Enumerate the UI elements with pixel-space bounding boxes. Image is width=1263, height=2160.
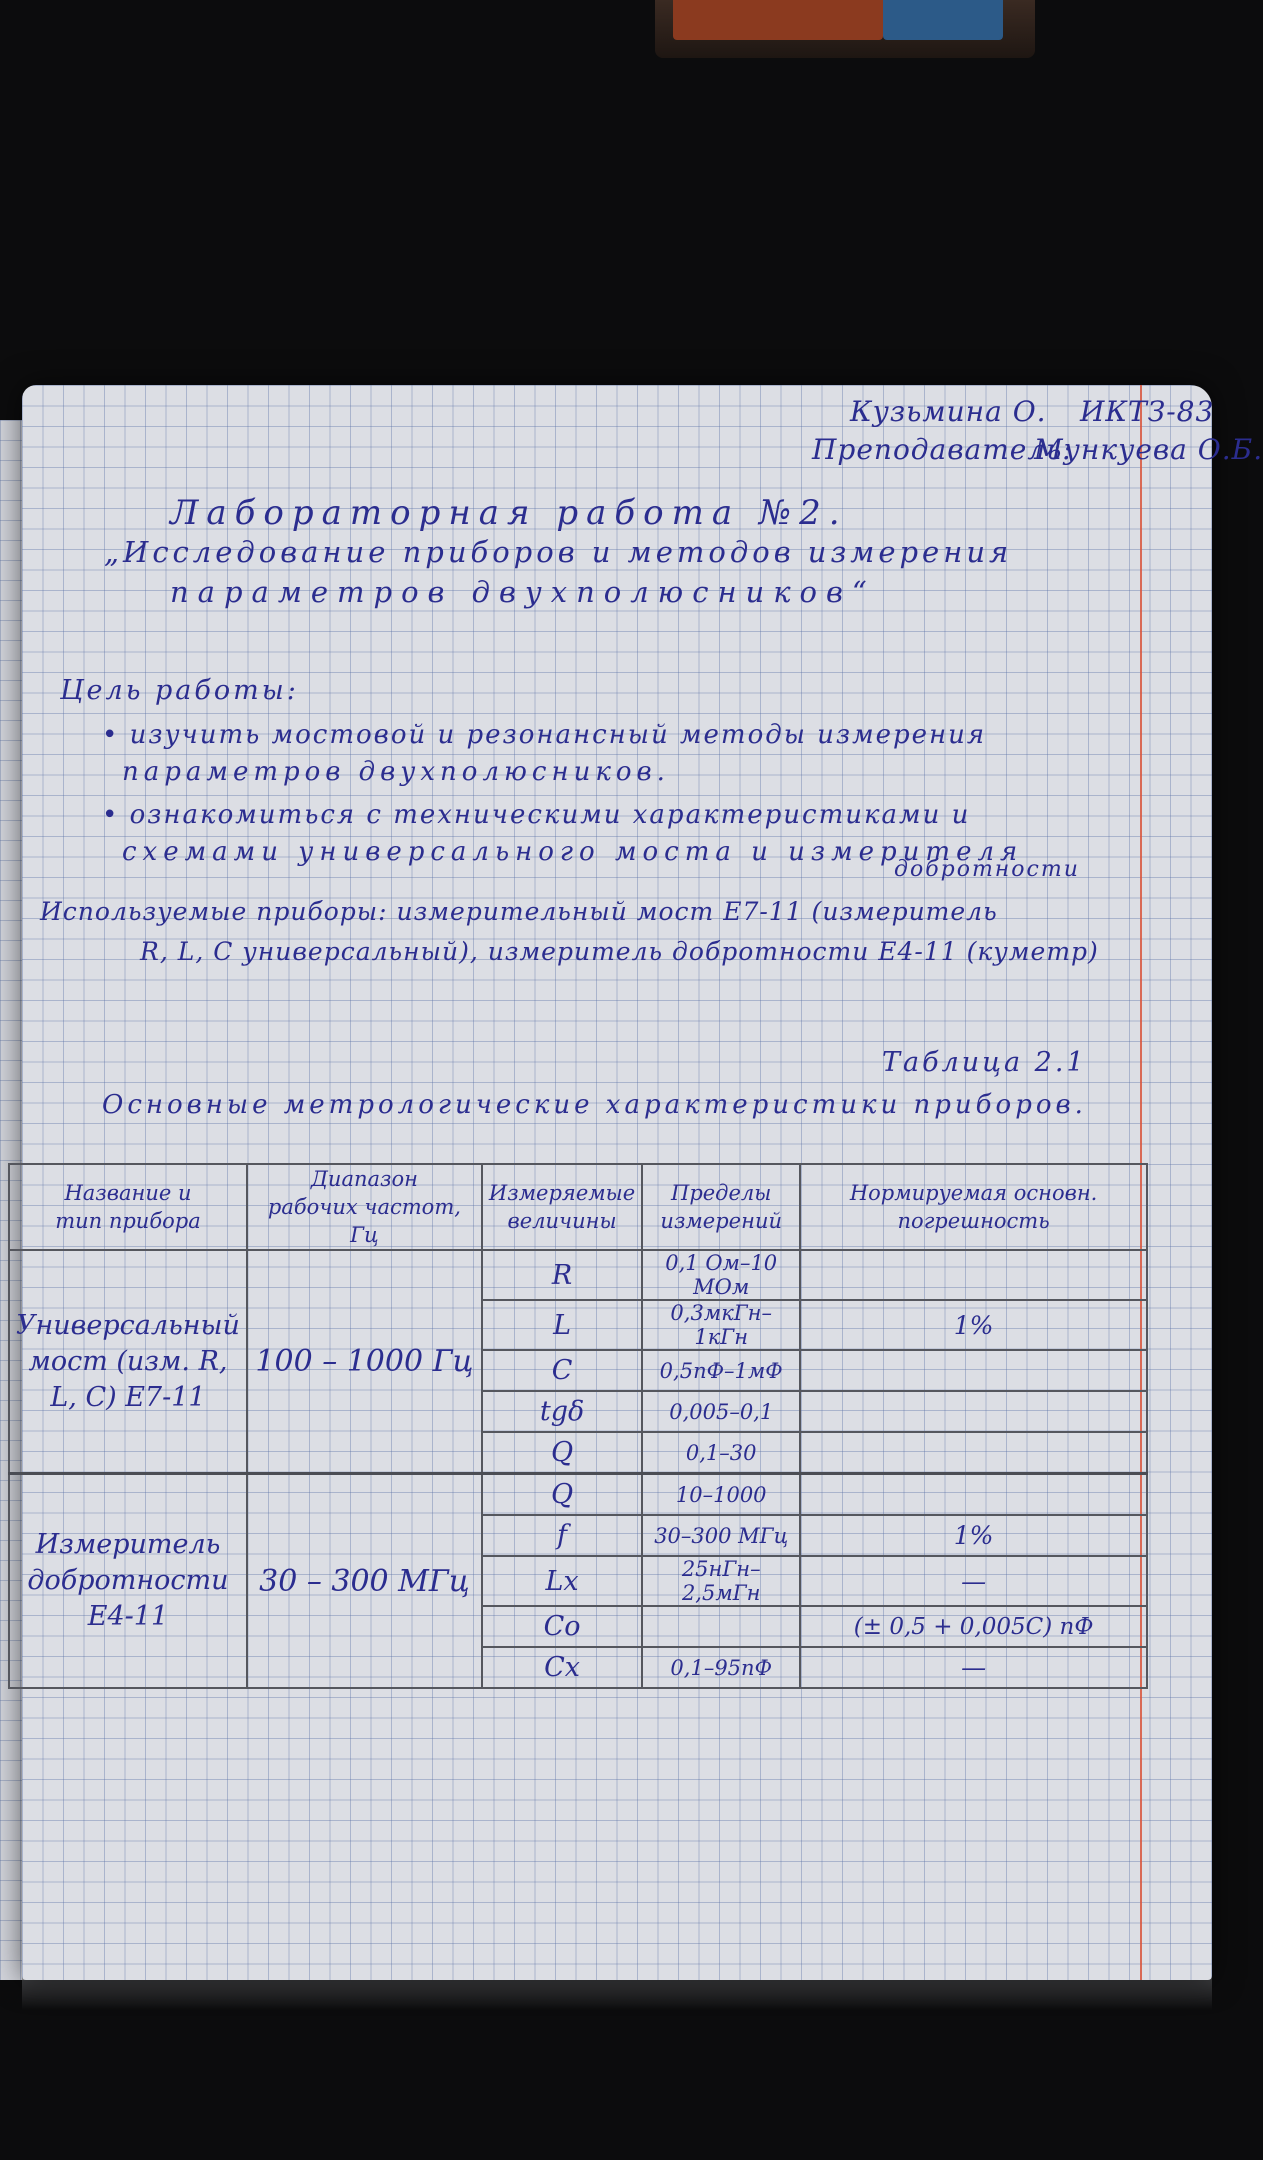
- quantity-cell: L: [482, 1300, 642, 1350]
- error-cell: [800, 1250, 1147, 1300]
- quantity-cell: tgδ: [482, 1391, 642, 1432]
- goal-bullet-1-line1: • изучить мостовой и резонансный методы измерения: [102, 720, 987, 750]
- error-cell: [800, 1474, 1147, 1516]
- header-device: Название и тип прибора: [9, 1164, 247, 1250]
- table-caption: Таблица 2.1: [882, 1047, 1087, 1078]
- error-cell: [800, 1432, 1147, 1474]
- teacher-label: Преподаватель:: [812, 433, 1073, 466]
- header-measurement-limits: Пределы измерений: [642, 1164, 800, 1250]
- quantity-cell: Cx: [482, 1647, 642, 1688]
- lab-subtitle-line2: параметров двухполюсников“: [170, 575, 876, 609]
- goal-bullet-2-line2: схемами универсального моста и измерителя: [122, 837, 1024, 867]
- device-cell: Универсальный мост (изм. R, L, C) Е7-11: [9, 1250, 247, 1474]
- limits-cell: 25нГн–2,5мГн: [642, 1556, 800, 1606]
- limits-cell: 0,5пФ–1мФ: [642, 1350, 800, 1391]
- student-group: ИКТЗ-83: [1080, 395, 1215, 428]
- header-error: Нормируемая основн. погрешность: [800, 1164, 1147, 1250]
- lab-title: Лабораторная работа №2.: [170, 493, 848, 533]
- table-row: [9, 1250, 1147, 1300]
- range-cell: 30 – 300 МГц: [247, 1474, 482, 1689]
- goal-heading: Цель работы:: [60, 675, 299, 706]
- goal-bullet-1-line2: параметров двухполюсников.: [122, 757, 670, 787]
- lab-subtitle-line1: „Исследование приборов и методов измерения: [104, 535, 1013, 569]
- limits-cell: 0,1–95пФ: [642, 1647, 800, 1688]
- goal-bullet-2-line1: • ознакомиться с техническими характеристиками и: [102, 800, 971, 830]
- table-row: [9, 1474, 1147, 1516]
- limits-cell: 0,1 Ом–10 МОм: [642, 1250, 800, 1300]
- error-cell: 1%: [800, 1515, 1147, 1556]
- notebook-page: [16, 385, 1263, 1980]
- limits-cell: [642, 1606, 800, 1647]
- quantity-cell: Co: [482, 1606, 642, 1647]
- error-cell: [800, 1350, 1147, 1391]
- devices-line1: Используемые приборы: измерительный мост Е7-11 (измеритель: [40, 897, 998, 926]
- limits-cell: 30–300 МГц: [642, 1515, 800, 1556]
- quantity-cell: R: [482, 1250, 642, 1300]
- specs-table: [8, 1163, 1148, 1689]
- student-name: Кузьмина О.: [850, 395, 1047, 428]
- error-cell: [800, 1391, 1147, 1432]
- error-cell: 1%: [800, 1300, 1147, 1350]
- table-title: Основные метрологические характеристики приборов.: [102, 1090, 1087, 1120]
- limits-cell: 10–1000: [642, 1474, 800, 1516]
- device-cell: Измеритель добротности Е4-11: [9, 1474, 247, 1689]
- quantity-cell: Lx: [482, 1556, 642, 1606]
- limits-cell: 0,1–30: [642, 1432, 800, 1474]
- error-cell: —: [800, 1647, 1147, 1688]
- teacher-name: Мункуева О.Б.: [1034, 433, 1263, 466]
- limits-cell: 0,3мкГн–1кГн: [642, 1300, 800, 1350]
- header-measured-quantity: Измеряемые величины: [482, 1164, 642, 1250]
- book-on-desk: [655, 0, 1035, 58]
- limits-cell: 0,005–0,1: [642, 1391, 800, 1432]
- table-header-row: [9, 1164, 1147, 1250]
- quantity-cell: C: [482, 1350, 642, 1391]
- devices-line2: R, L, C универсальный), измеритель добротности Е4-11 (куметр): [140, 937, 1099, 966]
- goal-bullet-2-line3: добротности: [894, 857, 1080, 882]
- quantity-cell: f: [482, 1515, 642, 1556]
- header-frequency-range: Диапазон рабочих частот, Гц: [247, 1164, 482, 1250]
- quantity-cell: Q: [482, 1474, 642, 1516]
- error-cell: (± 0,5 + 0,005C) пФ: [800, 1606, 1147, 1647]
- error-cell: —: [800, 1556, 1147, 1606]
- range-cell: 100 – 1000 Гц: [247, 1250, 482, 1474]
- quantity-cell: Q: [482, 1432, 642, 1474]
